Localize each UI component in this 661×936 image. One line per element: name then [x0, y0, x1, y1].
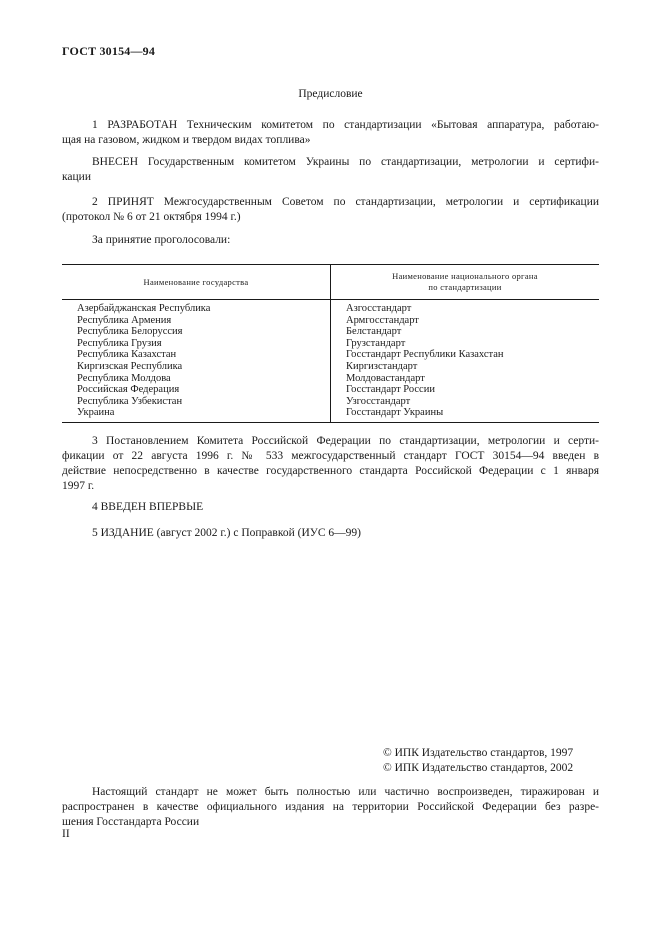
state-name: Республика Узбекистан [77, 395, 183, 407]
paragraph-resolution [62, 434, 599, 494]
state-name: Республика Грузия [77, 337, 162, 349]
page-number: II [62, 828, 70, 840]
paragraph-developed-line-2: щая на газовом, жидком и твердом видах топлива» [62, 134, 311, 146]
reproduction-notice [62, 785, 599, 830]
state-name: Республика Молдова [77, 372, 171, 384]
paragraph-developed [62, 118, 599, 148]
standards-body-name: Белстандарт [346, 326, 402, 338]
paragraph-first-introduced [62, 500, 599, 515]
paragraph-introduced-line-1: ВНЕСЕН Государственным комитетом Украины по стандартизации, метрологии и сертифи- [92, 156, 599, 168]
standards-body-name: Госстандарт Республики Казахстан [346, 349, 504, 361]
paragraph-edition-text: 5 ИЗДАНИЕ (август 2002 г.) с Поправкой (ИУС 6—99) [92, 527, 362, 539]
states-column [62, 300, 331, 423]
paragraph-developed-line-1: 1 РАЗРАБОТАН Техническим комитетом по стандартизации «Бытовая аппаратура, работаю- [92, 119, 599, 131]
paragraph-adopted-line-2: (протокол № 6 от 21 октября 1994 г.) [62, 211, 241, 223]
state-name: Киргизская Республика [77, 360, 183, 372]
column-header-standards-body-line-2: по стандартизации [428, 282, 502, 292]
voting-states-table [62, 264, 599, 423]
column-header-state: Наименование государства [62, 265, 331, 300]
paragraph-introduced-line-2: кации [62, 171, 91, 183]
paragraph-first-introduced-text: 4 ВВЕДЕН ВПЕРВЫЕ [92, 501, 204, 513]
standards-bodies-column [331, 300, 600, 423]
reproduction-notice-line-3: шения Госстандарта России [62, 816, 200, 828]
standards-body-name: Азгосстандарт [346, 303, 412, 314]
document-code-header: ГОСТ 30154—94 [62, 44, 156, 58]
copyright-block [383, 746, 573, 776]
voted-label-text: За принятие проголосовали: [92, 234, 231, 246]
column-header-standards-body-line-1: Наименование национального органа [392, 271, 538, 281]
voted-label [62, 233, 599, 248]
standards-body-name: Госстандарт Украины [346, 407, 444, 419]
standards-body-name: Узгосстандарт [346, 395, 411, 407]
standards-body-name: Госстандарт России [346, 384, 435, 396]
standards-body-name: Армгосстандарт [346, 314, 419, 326]
state-name: Республика Казахстан [77, 349, 177, 361]
state-name: Азербайджанская Республика [77, 303, 211, 314]
state-name: Республика Армения [77, 314, 172, 326]
state-name: Республика Белоруссия [77, 326, 183, 338]
paragraph-resolution-line-4: 1997 г. [62, 480, 95, 492]
state-name: Российская Федерация [77, 384, 180, 396]
paragraph-resolution-line-1: 3 Постановлением Комитета Российской Федерации по стандартизации, метрологии и серти- [92, 435, 599, 447]
standards-body-name: Молдовастандарт [346, 372, 425, 384]
reproduction-notice-line-2: распространен в качестве официального издания на территории Российской Федерации без разре- [62, 801, 599, 813]
standards-body-name: Киргизстандарт [346, 360, 418, 372]
paragraph-edition [62, 526, 599, 541]
paragraph-introduced-by [62, 155, 599, 185]
reproduction-notice-line-1: Настоящий стандарт не может быть полностью или частично воспроизведен, тиражирован и [92, 786, 599, 798]
preface-title: Предисловие [298, 88, 363, 100]
state-name: Украина [77, 407, 115, 419]
column-header-standards-body [331, 265, 600, 300]
paragraph-adopted [62, 195, 599, 225]
copyright-line-2002: © ИПК Издательство стандартов, 2002 [383, 762, 574, 774]
paragraph-adopted-line-1: 2 ПРИНЯТ Межгосударственным Советом по стандартизации, метрологии и сертификации [92, 196, 599, 208]
standards-body-name: Грузстандарт [346, 337, 406, 349]
copyright-line-1997: © ИПК Издательство стандартов, 1997 [383, 747, 574, 759]
paragraph-resolution-line-3: действие непосредственно в качестве государственного стандарта Российской Федерации с 1 января [62, 465, 599, 477]
paragraph-resolution-line-2: фикации от 22 августа 1996 г. № 533 межгосударственный стандарт ГОСТ 30154—94 введен в [62, 450, 599, 462]
